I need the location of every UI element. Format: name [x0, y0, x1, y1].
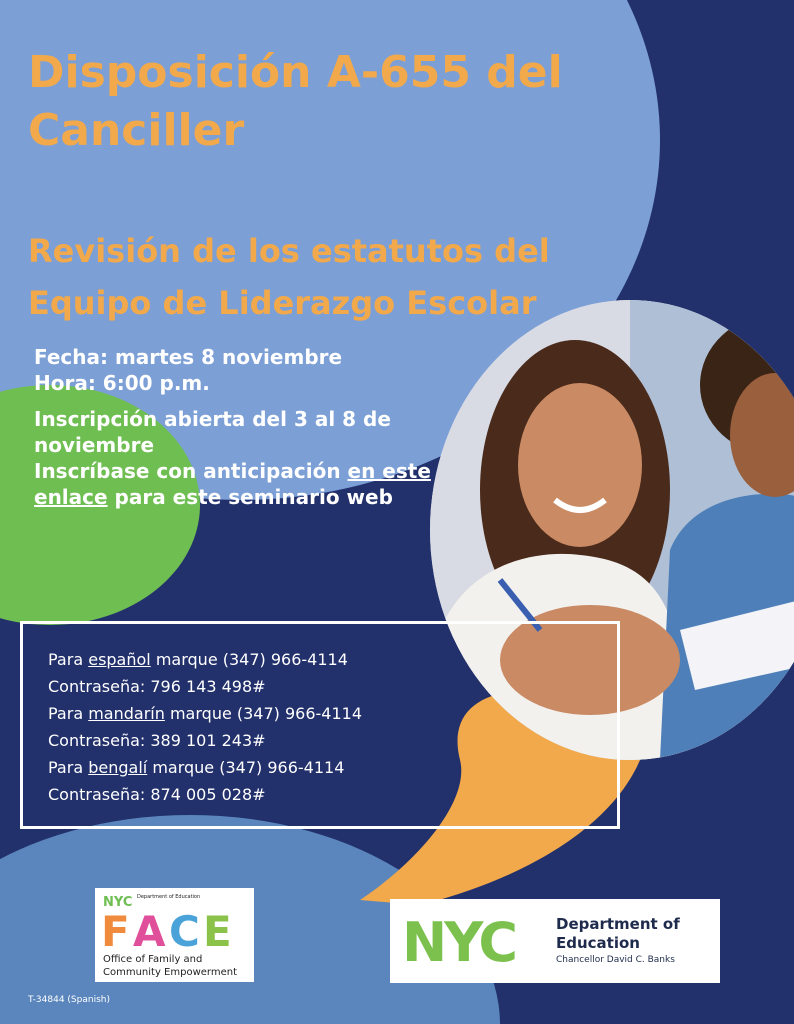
- doe-line2: Education: [556, 934, 640, 952]
- phone-number-text: marque (347) 966-4114: [169, 704, 363, 723]
- password-spanish: Contraseña: 796 143 498#: [48, 677, 266, 696]
- phone-line-bengali: [48, 754, 362, 781]
- face-letter-f: F: [101, 907, 130, 956]
- doe-nyc-mark: NYC: [402, 911, 516, 974]
- registration-period: Inscripción abierta del 3 al 8 de noviembre: [34, 407, 391, 457]
- event-date: Fecha: martes 8 noviembre: [34, 345, 343, 369]
- face-letter-a: A: [133, 907, 166, 956]
- phone-prefix: Para: [48, 704, 84, 723]
- registration-link[interactable]: en este enlace: [34, 459, 431, 509]
- phone-line-spanish: [48, 646, 362, 673]
- doe-line1: Department of: [556, 915, 680, 933]
- event-details: [34, 344, 454, 510]
- registration-instructions: [34, 458, 454, 510]
- phone-prefix: Para: [48, 758, 84, 777]
- event-time: Hora: 6:00 p.m.: [34, 371, 210, 395]
- language-mandarin: mandarín: [88, 704, 165, 723]
- document-code: T-34844 (Spanish): [28, 995, 110, 1005]
- face-name-line2: Community Empowerment: [103, 967, 237, 978]
- page-title: Disposición A-655 del Canciller: [28, 47, 563, 156]
- doe-logo: [390, 899, 720, 983]
- face-letter-e: E: [203, 907, 232, 956]
- password-mandarin: Contraseña: 389 101 243#: [48, 731, 266, 750]
- registration-prefix: Inscríbase con anticipación: [34, 459, 341, 483]
- face-nyc-mark: NYC: [103, 895, 133, 910]
- phone-prefix: Para: [48, 650, 84, 669]
- face-logo: [95, 888, 254, 982]
- phone-number-text: marque (347) 966-4114: [155, 650, 348, 669]
- phone-info-lines: [48, 646, 362, 808]
- phone-line-mandarin: [48, 700, 362, 727]
- language-bengali: bengalí: [88, 758, 148, 777]
- face-letter-c: C: [169, 907, 200, 956]
- registration-suffix: para este seminario web: [114, 485, 393, 509]
- doe-line3: Chancellor David C. Banks: [556, 955, 675, 965]
- face-name-line1: Office of Family and: [103, 954, 203, 965]
- language-spanish: español: [88, 650, 151, 669]
- phone-number-text: marque (347) 966-4114: [152, 758, 345, 777]
- page-subtitle: Revisión de los estatutos del Equipo de Liderazgo Escolar: [28, 232, 550, 322]
- face-dept-text: Department of Education: [137, 894, 201, 900]
- password-bengali: Contraseña: 874 005 028#: [48, 785, 266, 804]
